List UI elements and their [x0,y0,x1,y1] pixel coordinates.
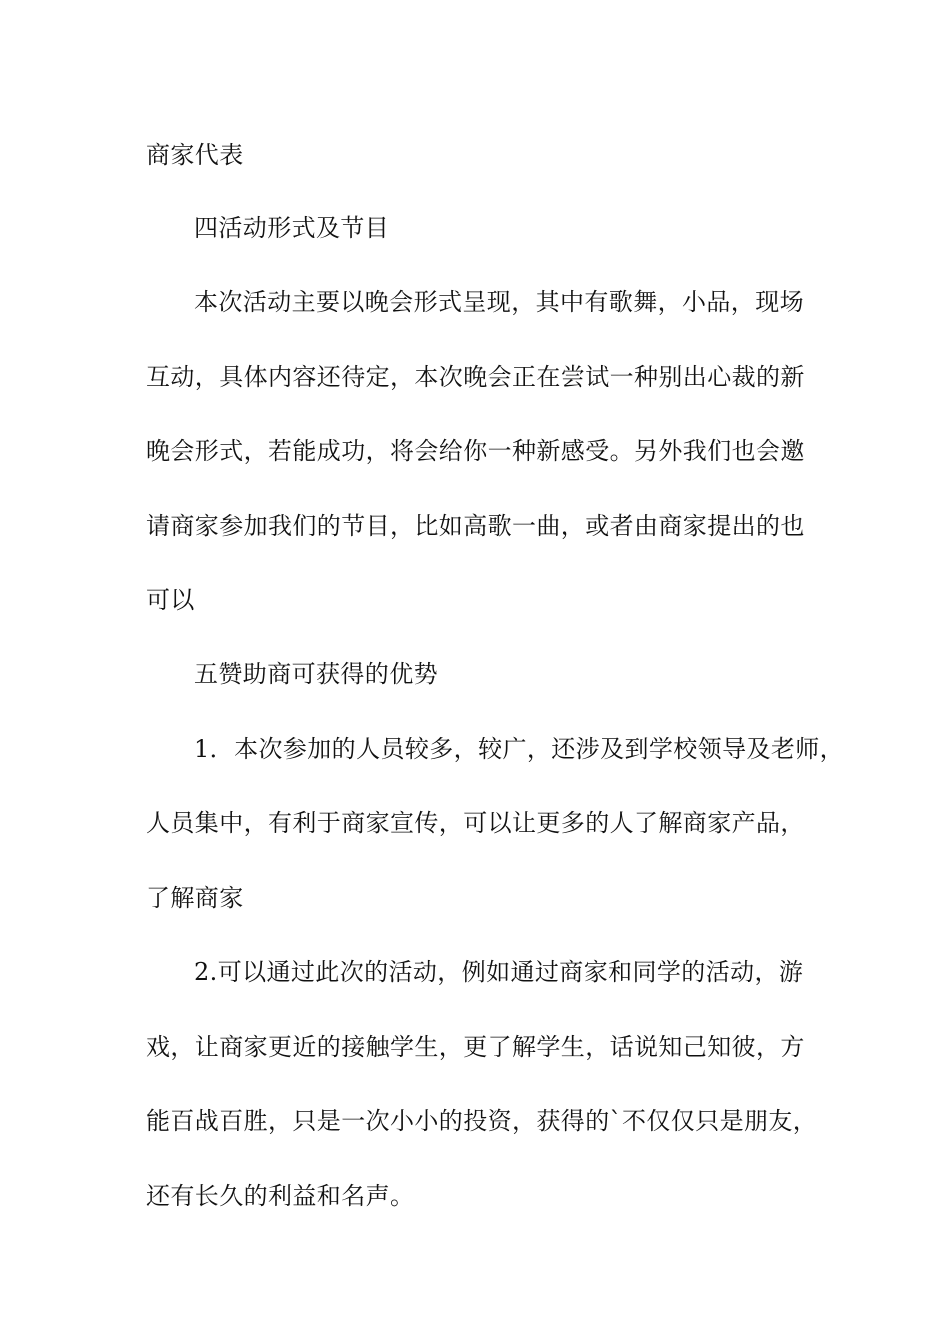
paragraph-line: 人员集中，有利于商家宣传，可以让更多的人了解商家产品， [146,809,805,837]
paragraph-line: 还有长久的利益和名声。 [146,1182,415,1210]
paragraph-line: 晚会形式，若能成功，将会给你一种新感受。另外我们也会邀 [146,437,805,465]
paragraph-line: 2.可以通过此次的活动，例如通过商家和同学的活动，游 [194,958,804,986]
paragraph-line: 了解商家 [146,884,244,912]
paragraph-line: 能百战百胜，只是一次小小的投资，获得的`不仅仅只是朋友， [146,1107,818,1135]
paragraph-line: 1．本次参加的人员较多，较广，还涉及到学校领导及老师， [194,735,845,763]
paragraph-line: 可以 [146,586,195,614]
paragraph-line: 本次活动主要以晚会形式呈现，其中有歌舞，小品，现场 [194,288,804,316]
section-heading: 四活动形式及节目 [194,214,390,242]
paragraph-line: 互动，具体内容还待定，本次晚会正在尝试一种别出心裁的新 [146,363,805,391]
paragraph-line: 请商家参加我们的节目，比如高歌一曲，或者由商家提出的也 [146,512,805,540]
text-line: 商家代表 [146,141,244,169]
section-heading: 五赞助商可获得的优势 [194,660,438,688]
paragraph-line: 戏，让商家更近的接触学生，更了解学生，话说知己知彼，方 [146,1033,805,1061]
